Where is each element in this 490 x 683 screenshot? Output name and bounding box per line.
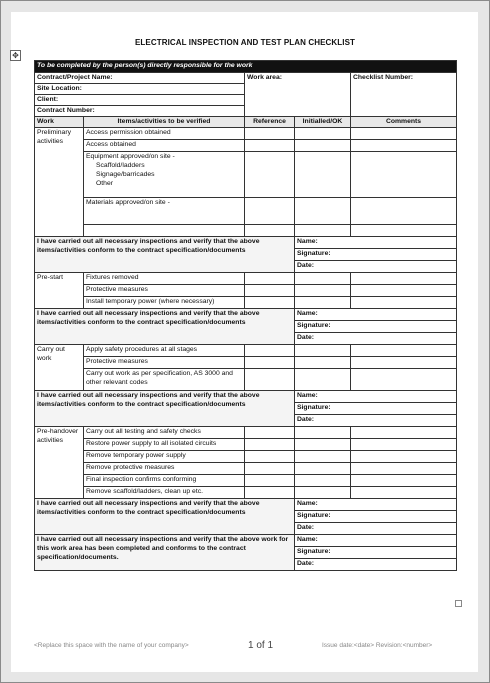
date-field[interactable]: Date: [295,523,457,535]
item-cell: Materials approved/on site - [84,198,245,225]
comments-cell[interactable] [351,285,457,297]
initialled-cell[interactable] [295,345,351,357]
declaration-text: I have carried out all necessary inspections and verify that the above items/activities conform to the contract specification/documents [35,237,295,273]
table-row [35,451,457,463]
reference-cell[interactable] [245,128,295,140]
comments-cell[interactable] [351,273,457,285]
reference-cell[interactable] [245,297,295,309]
comments-cell[interactable] [351,427,457,439]
initialled-cell[interactable] [295,225,351,237]
comments-cell[interactable] [351,198,457,225]
checklist-table [34,60,457,571]
table-row [35,427,457,439]
table-row [35,369,457,391]
reference-cell[interactable] [245,439,295,451]
item-cell: Protective measures [84,357,245,369]
final-declaration-row [35,535,457,547]
banner-row [35,61,457,73]
date-field[interactable]: Date: [295,415,457,427]
table-row [35,439,457,451]
initialled-cell[interactable] [295,140,351,152]
reference-cell[interactable] [245,140,295,152]
name-field[interactable]: Name: [295,309,457,321]
item-cell: Fixtures removed [84,273,245,285]
name-field[interactable]: Name: [295,535,457,547]
initialled-cell[interactable] [295,273,351,285]
col-initialled: Initialled/OK [295,117,351,128]
initialled-cell[interactable] [295,475,351,487]
work-cell: Pre-start [35,273,84,309]
signature-field[interactable]: Signature: [295,547,457,559]
reference-cell[interactable] [245,345,295,357]
column-header-row [35,117,457,128]
work-cell: Pre-handover activities [35,427,84,499]
comments-cell[interactable] [351,152,457,198]
item-cell: Protective measures [84,285,245,297]
item-cell: Final inspection confirms conforming [84,475,245,487]
reference-cell[interactable] [245,369,295,391]
initialled-cell[interactable] [295,487,351,499]
table-row [35,128,457,140]
client-field[interactable]: Client: [35,95,245,106]
item-cell: Access obtained [84,140,245,152]
reference-cell[interactable] [245,273,295,285]
reference-cell[interactable] [245,451,295,463]
declaration-row [35,237,457,249]
table-resize-handle[interactable] [455,600,462,607]
initialled-cell[interactable] [295,285,351,297]
initialled-cell[interactable] [295,297,351,309]
signature-field[interactable]: Signature: [295,321,457,333]
reference-cell[interactable] [245,225,295,237]
initialled-cell[interactable] [295,439,351,451]
work-area-field[interactable]: Work area: [245,73,351,117]
comments-cell[interactable] [351,297,457,309]
comments-cell[interactable] [351,357,457,369]
initialled-cell[interactable] [295,128,351,140]
item-cell: Remove protective measures [84,463,245,475]
item-subline: Other [96,180,113,187]
comments-cell[interactable] [351,475,457,487]
comments-cell[interactable] [351,128,457,140]
comments-cell[interactable] [351,487,457,499]
initialled-cell[interactable] [295,451,351,463]
reference-cell[interactable] [245,198,295,225]
comments-cell[interactable] [351,140,457,152]
table-row [35,152,457,198]
table-row [35,140,457,152]
initialled-cell[interactable] [295,198,351,225]
signature-field[interactable]: Signature: [295,249,457,261]
comments-cell[interactable] [351,463,457,475]
declaration-row [35,309,457,321]
reference-cell[interactable] [245,152,295,198]
reference-cell[interactable] [245,357,295,369]
work-cell: Preliminary activities [35,128,84,237]
table-row [35,285,457,297]
item-cell: Restore power supply to all isolated circuits [84,439,245,451]
name-field[interactable]: Name: [295,391,457,403]
signature-field[interactable]: Signature: [295,403,457,415]
initialled-cell[interactable] [295,357,351,369]
table-row [35,357,457,369]
initialled-cell[interactable] [295,427,351,439]
contract-number-field[interactable]: Contract Number: [35,106,245,117]
initialled-cell[interactable] [295,152,351,198]
date-field[interactable]: Date: [295,559,457,571]
reference-cell[interactable] [245,475,295,487]
table-row [35,297,457,309]
reference-cell[interactable] [245,487,295,499]
declaration-text: I have carried out all necessary inspections and verify that the above items/activities conform to the contract specification/documents [35,391,295,427]
table-row [35,345,457,357]
table-row [35,273,457,285]
date-field[interactable]: Date: [295,333,457,345]
item-cell: Remove scaffold/ladders, clean up etc. [84,487,245,499]
table-move-handle-icon[interactable]: ✥ [10,50,21,61]
item-cell [84,225,245,237]
date-field[interactable]: Date: [295,261,457,273]
footer-company-placeholder: <Replace this space with the name of your company> [34,642,189,649]
work-cell: Carry out work [35,345,84,391]
reference-cell[interactable] [245,463,295,475]
banner-text: To be completed by the person(s) directly responsible for the work [35,61,457,73]
declaration-text: I have carried out all necessary inspections and verify that the above items/activities conform to the contract specification/documents [35,499,295,535]
item-subline: Scaffold/ladders [96,162,145,169]
footer-page-number: 1 of 1 [248,640,274,651]
document-title: ELECTRICAL INSPECTION AND TEST PLAN CHECKLIST [134,38,356,47]
comments-cell[interactable] [351,439,457,451]
table-row [35,225,457,237]
comments-cell[interactable] [351,369,457,391]
comments-cell[interactable] [351,345,457,357]
reference-cell[interactable] [245,285,295,297]
footer-issue-revision: Issue date:<date> Revision:<number> [322,642,433,649]
item-subline: Signage/barricades [96,171,155,178]
name-field[interactable]: Name: [295,237,457,249]
item-cell: Remove temporary power supply [84,451,245,463]
initialled-cell[interactable] [295,463,351,475]
comments-cell[interactable] [351,225,457,237]
item-cell: Carry out work as per specification, AS 3000 and other relevant codes [84,369,245,391]
final-declaration-text: I have carried out all necessary inspections and verify that the above work for this work area has been completed and conforms to the contract specification/documents. [35,535,295,571]
table-row [35,475,457,487]
declaration-row [35,391,457,403]
col-reference: Reference [245,117,295,128]
signature-field[interactable]: Signature: [295,511,457,523]
comments-cell[interactable] [351,451,457,463]
declaration-text: I have carried out all necessary inspections and verify that the above items/activities conform to the contract specification/documents [35,309,295,345]
col-comments: Comments [351,117,457,128]
item-cell: Apply safety procedures at all stages [84,345,245,357]
item-cell: Access permission obtained [84,128,245,140]
site-location-field[interactable]: Site Location: [35,84,245,95]
contract-project-field[interactable]: Contract/Project Name: [35,73,245,84]
col-work: Work [35,117,84,128]
declaration-row [35,499,457,511]
initialled-cell[interactable] [295,369,351,391]
table-row [35,487,457,499]
item-cell [84,152,245,198]
item-line: Equipment approved/on site - [86,153,175,160]
item-cell: Install temporary power (where necessary) [84,297,245,309]
name-field[interactable]: Name: [295,499,457,511]
item-cell: Carry out all testing and safety checks [84,427,245,439]
reference-cell[interactable] [245,427,295,439]
table-row [35,198,457,225]
col-items: Items/activities to be verified [84,117,245,128]
table-row [35,463,457,475]
checklist-number-field[interactable]: Checklist Number: [351,73,457,117]
